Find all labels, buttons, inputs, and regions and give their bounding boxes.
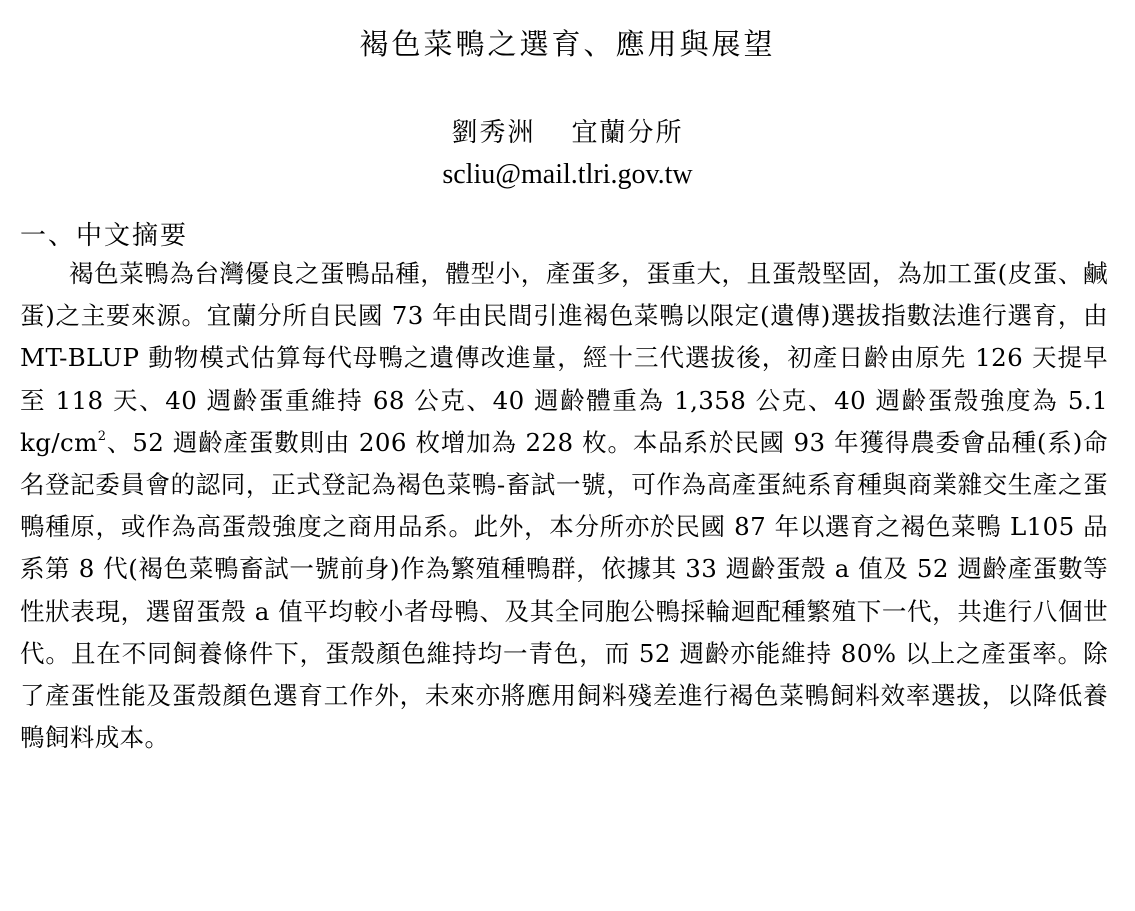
abstract-text-part-2: 、52 週齡產蛋數則由 206 枚增加為 228 枚。本品系於民國 93 年獲得農委會品種(系)命名登記委員會的認同，正式登記為褐色菜鴨-畜試一號，可作為高產蛋純系育種與商業雜交生產之蛋鴨種原，或作為高蛋殼強度之商用品系。此外，本分所亦於民國 87 年以選育之褐色菜鴨 L105 品系第 8 代(褐色菜鴨畜試一號前身)作為繁殖種鴨群，依據其 33 週齡蛋殼 a 值及 52 週齡產蛋數等性狀表現，選留蛋殼 a 值平均較小者母鴨、及其全同胞公鴨採輪迴配種繁殖下一代，共進行八個世代。且在不同飼養條件下，蛋殼顏色維持均一青色，而 52 週齡亦能維持 80% 以上之產蛋率。除了產蛋性能及蛋殼顏色選育工作外，未來亦將應用飼料殘差進行褐色菜鴨飼料效率選拔，以降低養鴨飼料成本。 <box>20 427 1108 753</box>
abstract-text-part-1: 褐色菜鴨為台灣優良之蛋鴨品種，體型小，產蛋多，蛋重大，且蛋殼堅固，為加工蛋(皮蛋、鹹蛋)之主要來源。宜蘭分所自民國 73 年由民間引進褐色菜鴨以限定(遺傳)選拔指數法進行選育，由 MT-BLUP 動物模式估算每代母鴨之遺傳改進量，經十三代選拔後，初產日齡由原先 126 天提早至 118 天、40 週齡蛋重維持 68 公克、40 週齡體重為 1,358 公克、40 週齡蛋殼強度為 5.1 kg/cm <box>20 259 1108 457</box>
author-line <box>0 115 1135 151</box>
author-email: scliu@mail.tlri.gov.tw <box>442 159 693 190</box>
author-affiliation: 宜蘭分所 <box>571 118 684 148</box>
unit-superscript: 2 <box>97 428 107 444</box>
author-name: 劉秀洲 <box>451 118 536 148</box>
abstract-paragraph <box>20 253 1108 759</box>
document-title: 褐色菜鴨之選育、應用與展望 <box>359 27 776 61</box>
section-heading: 一、中文摘要 <box>20 221 189 251</box>
